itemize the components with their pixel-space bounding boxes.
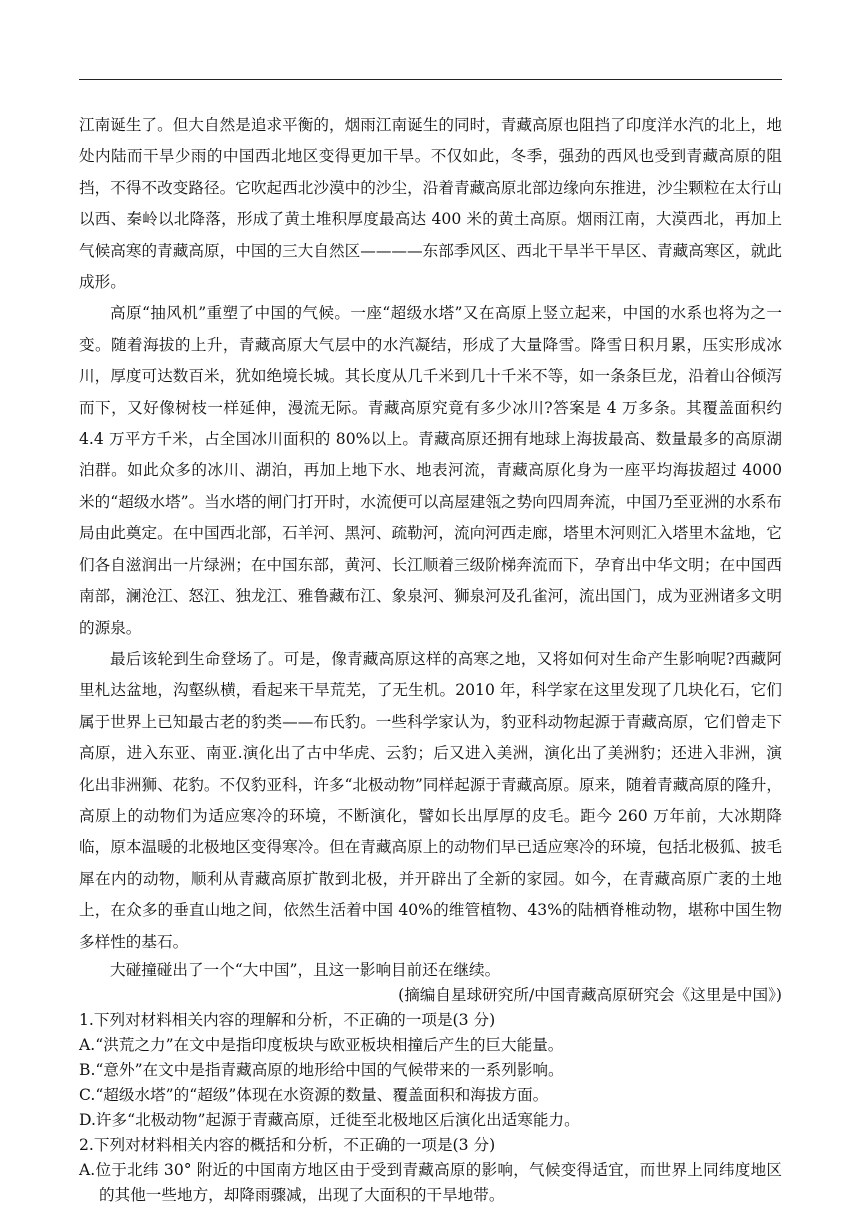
question-2-stem: 2.下列对材料相关内容的概括和分析，不正确的一项是(3 分): [79, 1135, 496, 1154]
paragraph-water-tower: 高原“抽风机”重塑了中国的气候。一座“超级水塔”又在高原上竖立起来，中国的水系也将为之一变。随着海拔的上升，青藏高原大气层中的水汽凝结，形成了大量降雪。降雪日积月累，压实形成冰川，厚度可达数百米，犹如绝境长城。其长度从几千米到几十千米不等，如一条条巨龙，沿着山谷倾泻而下，又好像树枝一样延伸，漫流无际。青藏高原究竟有多少冰川?答案是 4 万多条。其覆盖面积约 4.4 万平方千米，占全国冰川面积的 80%以上。青藏高原还拥有地球上海拔最高、数量最多的高原湖泊群。如此众多的冰川、湖泊，再加上地下水、地表河流，青藏高原化身为一座平均海拔超过 4000 米的“超级水塔”。当水塔的闸门打开时，水流便可以高屋建瓴之势向四周奔流，中国乃至亚洲的水系布局由此奠定。在中国西北部，石羊河、黑河、疏勒河，流向河西走廊，塔里木河则汇入塔里木盆地，它们各自滋润出一片绿洲；在中国东部，黄河、长江顺着三级阶梯奔流而下，孕育出中华文明；在中国西南部，澜沧江、怒江、独龙江、雅鲁藏布江、象泉河、狮泉河及孔雀河，流出国门，成为亚洲诸多文明的源泉。: [79, 304, 782, 637]
question-2-option-a: A.位于北纬 30° 附近的中国南方地区由于受到青藏高原的影响，气候变得适宜，而世界上同纬度地区的其他一些地方，却降雨骤减，出现了大面积的干旱地带。: [79, 1160, 782, 1204]
question-1-option-b: B.“意外”在文中是指青藏高原的地形给中国的气候带来的一系列影响。: [79, 1060, 564, 1079]
source-citation: (摘编自星球研究所/中国青藏高原研究会《这里是中国》): [398, 985, 782, 1004]
question-1-stem: 1.下列对材料相关内容的理解和分析，不正确的一项是(3 分): [79, 1010, 496, 1029]
document-body: [79, 110, 782, 1208]
paragraph-life: 最后该轮到生命登场了。可是，像青藏高原这样的高寒之地，又将如何对生命产生影响呢?西藏阿里札达盆地，沟壑纵横，看起来干旱荒芜，了无生机。2010 年，科学家在这里发现了几块化石，它们属于世界上已知最古老的豹类——布氏豹。一些科学家认为，豹亚科动物起源于青藏高原，它们曾走下高原，进入东亚、南亚.演化出了古中华虎、云豹；后又进入美洲，演化出了美洲豹；还进入非洲，演化出非洲狮、花豹。不仅豹亚科，许多“北极动物”同样起源于青藏高原。原来，随着青藏高原的隆升，高原上的动物们为适应寒冷的环境，不断演化，譬如长出厚厚的皮毛。距今 260 万年前，大冰期降临，原本温暖的北极地区变得寒冷。但在青藏高原上的动物们早已适应寒冷的环境，包括北极狐、披毛犀在内的动物，顺利从青藏高原扩散到北极，并开辟出了全新的家园。如今，在青藏高原广袤的土地上，在众多的垂直山地之间，依然生活着中国 40%的维管植物、43%的陆栖脊椎动物，堪称中国生物多样性的基石。: [79, 649, 782, 951]
question-1-option-c: C.“超级水塔”的“超级”体现在水资源的数量、覆盖面积和海拔方面。: [79, 1085, 549, 1104]
paragraph-continuation: 江南诞生了。但大自然是追求平衡的，烟雨江南诞生的同时，青藏高原也阻挡了印度洋水汽的北上，地处内陆而干旱少雨的中国西北地区变得更加干旱。不仅如此，冬季，强劲的西风也受到青藏高原的阻挡，不得不改变路径。它吹起西北沙漠中的沙尘，沿着青藏高原北部边缘向东推进，沙尘颗粒在太行山以西、秦岭以北降落，形成了黄土堆积厚度最高达 400 米的黄土高原。烟雨江南，大漠西北，再加上气候高寒的青藏高原，中国的三大自然区————东部季风区、西北干旱半干旱区、青藏高寒区，就此成形。: [79, 116, 782, 292]
question-1-option-a: A.“洪荒之力”在文中是指印度板块与欧亚板块相撞后产生的巨大能量。: [79, 1035, 564, 1054]
header-rule: [79, 79, 782, 80]
paragraph-conclusion: 大碰撞碰出了一个“大中国”，且这一影响目前还在继续。: [110, 960, 501, 979]
question-1-option-d: D.许多“北极动物”起源于青藏高原，迁徙至北极地区后演化出适寒能力。: [79, 1110, 580, 1129]
